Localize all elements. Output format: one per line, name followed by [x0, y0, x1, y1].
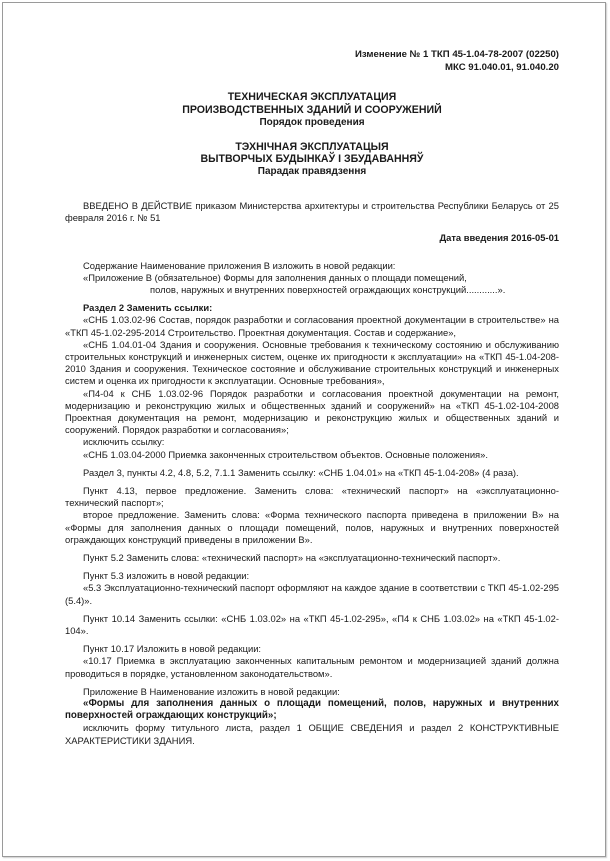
title-ru-line1: ТЕХНИЧЕСКАЯ ЭКСПЛУАТАЦИЯ [227, 91, 397, 104]
paragraph-appendix-b: Приложение В Наименование изложить в новой редакции: [83, 685, 340, 697]
section2-heading: Раздел 2 Заменить ссылки: [83, 302, 213, 314]
title-by-line1: ТЭХНІЧНАЯ ЭКСПЛУАТАЦЫЯ [235, 140, 389, 153]
title-by-line2: ВЫТВОРЧЫХ БУДЫНКАЎ І ЗБУДАВАННЯЎ [200, 153, 424, 166]
paragraph-ref-snb-10304: «СНБ 1.03.04-2000 Приемка законченных строительством объектов. Основные положения». [83, 448, 488, 460]
paragraph-section2 [65, 302, 559, 314]
paragraph-ref-snb-10401: «СНБ 1.04.01-04 Здания и сооружения. Основные требования к техническому состоянию и обслуживанию строительных конструкций и инженерных систем, оценке их пригодности к эксплуатации» на «ТКП 45-1.04-208-2010 Здания и сооружения. Техническое состояние и обслуживание строительных конструкций и инженерных систем и оценка их пригодности к эксплуатации. Основные требования», [65, 338, 559, 387]
paragraph-item-5-3-text: «5.3 Эксплуатационно-технический паспорт оформляют на каждое здание в соответствии с ТКП 45-1.02-295 (5.4)». [65, 582, 559, 606]
amendment-number: Изменение № 1 ТКП 45-1.04-78-2007 (02250) [355, 49, 559, 60]
paragraph-item-5-3: Пункт 5.3 изложить в новой редакции: [83, 570, 250, 582]
title-by-subtitle: Парадак правядзення [257, 166, 367, 178]
document-page [2, 2, 606, 857]
title-russian [65, 91, 559, 129]
paragraph-exclude-ref: исключить ссылку: [83, 436, 165, 448]
paragraph-section3: Раздел 3, пункты 4.2, 4.8, 5.2, 7.1.1 Заменить ссылку: «СНБ 1.04.01» на «ТКП 45-1.04-208» (4 раза). [83, 466, 519, 478]
title-belarusian [65, 141, 559, 179]
title-ru-subtitle: Порядок проведения [259, 116, 365, 128]
paragraph-ref-p4: «П4-04 к СНБ 1.03.02-96 Порядок разработки и согласования проектной документации на ремонт, модернизацию и реконструкцию жилых и общественных зданий и сооружений» на «ТКП 45-1.02-104-2008 Проектная документация на ремонт, модернизацию и реконструкцию жилых и общественных зданий и сооружений. Порядок разработки и согласования»; [65, 387, 559, 436]
paragraph-item-4-13: Пункт 4.13, первое предложение. Заменить слова: «технический паспорт» на «эксплуатационно-технический паспорт»; [65, 485, 559, 509]
paragraph-item-10-17-text: «10.17 Приемка в эксплуатацию законченных капитальным ремонтом и модернизацией зданий должна проводиться в порядке, установленном законодательством». [65, 655, 559, 679]
mks-code: МКС 91.040.01, 91.040.20 [444, 61, 559, 73]
paragraph-item-4-13-second: второе предложение. Заменить слова: «Форма технического паспорта приведена в приложении В» на «Формы для заполнения данных о площади помещений, полов, наружных и внутренних поверхностей ограждающих конструкций приведены в приложении В». [65, 509, 559, 545]
paragraph-ref-snb-10302: «СНБ 1.03.02-96 Состав, порядок разработки и согласования проектной документации в строительстве» на «ТКП 45-1.02-295-2014 Строительство. Проектная документация. Состав и содержание», [65, 314, 559, 338]
paragraph-contents: Содержание Наименование приложения В изложить в новой редакции: [83, 259, 396, 271]
paragraph-item-5-2: Пункт 5.2 Заменить слова: «технический паспорт» на «эксплуатационно-технический паспорт». [83, 552, 501, 564]
document-content [65, 49, 559, 747]
paragraph-item-10-17: Пункт 10.17 Изложить в новой редакции: [83, 643, 262, 655]
paragraph-exclude-form: исключить форму титульного листа, раздел 1 ОБЩИЕ СВЕДЕНИЯ и раздел 2 КОНСТРУКТИВНЫЕ ХАРАКТЕРИСТИКИ ЗДАНИЯ. [65, 722, 559, 746]
paragraph-appendix-title-cont: полов, наружных и внутренних поверхностей ограждающих конструкций............». [150, 283, 506, 295]
introduced-by: ВВЕДЕНО В ДЕЙСТВИЕ приказом Министерства архитектуры и строительства Республики Беларусь от 25 февраля 2016 г. № 51 [65, 199, 559, 224]
paragraph-appendix-title: «Приложение В (обязательное) Формы для заполнения данных о площади помещений, [83, 271, 467, 283]
title-ru-line2: ПРОИЗВОДСТВЕННЫХ ЗДАНИЙ И СООРУЖЕНИЙ [182, 103, 442, 116]
paragraph-item-10-14: Пункт 10.14 Заменить ссылки: «СНБ 1.03.02» на «ТКП 45-1.02-295», «П4 к СНБ 1.03.02» на «ТКП 45-1.02-104». [65, 612, 559, 637]
paragraph-appendix-b-title: «Формы для заполнения данных о площади помещений, полов, наружных и внутренних поверхностей ограждающих конструкций»; [65, 698, 559, 722]
amendment-header [65, 49, 559, 74]
effective-date: Дата введения 2016-05-01 [439, 232, 559, 244]
